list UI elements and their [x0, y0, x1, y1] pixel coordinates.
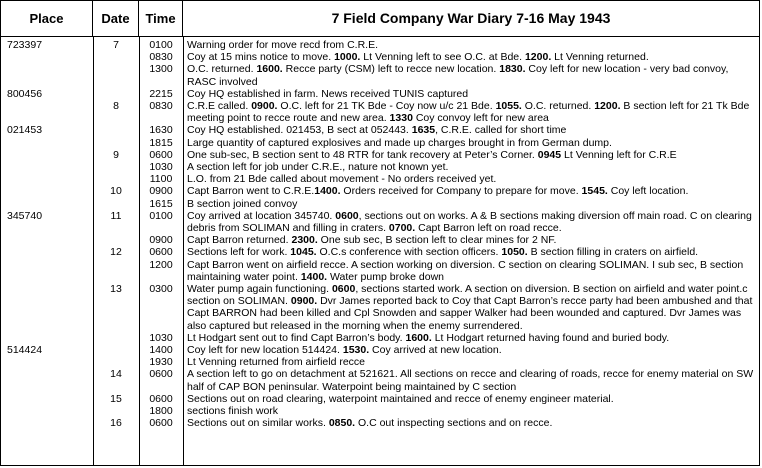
entry-cell: O.C. returned. 1600. Recce party (CSM) left to recce new location. 1830. Coy left for new location - very bad convoy, RASC involved	[187, 63, 729, 88]
table-row	[1, 332, 759, 344]
table-header	[1, 1, 759, 37]
time-cell: 2215	[149, 87, 173, 100]
date-cell: 10	[110, 185, 122, 198]
time-cell: 0600	[149, 148, 173, 161]
entry-cell: Coy arrived at location 345740. 0600, sections out on works. A & B sections making diversion off main road. C on clearing debris from SOLIMAN and filling in craters. 0700. Capt Barron left on road recce.	[187, 209, 752, 235]
table-row	[1, 405, 759, 417]
table-row	[1, 259, 759, 283]
time-cell: 1630	[149, 124, 173, 137]
time-cell: 1200	[149, 258, 173, 271]
table-row	[1, 100, 759, 124]
date-column-header: Date	[93, 1, 139, 36]
table-row	[1, 39, 759, 51]
table-row	[1, 161, 759, 173]
table-row	[1, 88, 759, 100]
time-cell: 0600	[149, 417, 173, 430]
date-cell: 13	[110, 283, 122, 296]
entry-cell: Sections left for work. 1045. O.C.s conference with section officers. 1050. B section filling in craters on airfield.	[187, 246, 699, 259]
table-row	[1, 246, 759, 258]
entry-cell: A section left for job under C.R.E., nature not known yet.	[187, 161, 449, 174]
table-row	[1, 344, 759, 356]
table-row	[1, 51, 759, 63]
entry-cell: Coy HQ established in farm. News received TUNIS captured	[187, 87, 469, 100]
table-row	[1, 149, 759, 161]
time-column-header: Time	[139, 1, 183, 36]
entry-cell: A section left to go on detachment at 521621. All sections on recce and clearing of roads, recce for enemy material on SW half of CAP BON peninsular. Waterpoint being maintained by C section	[187, 368, 754, 393]
date-cell: 12	[110, 246, 122, 259]
entry-cell: B section joined convoy	[187, 197, 298, 210]
time-cell: 0830	[149, 51, 173, 64]
time-cell: 0100	[149, 209, 173, 222]
date-cell: 14	[110, 368, 122, 381]
table-row	[1, 185, 759, 197]
time-cell: 0100	[149, 39, 173, 51]
entry-cell: Coy at 15 mins notice to move. 1000. Lt Venning left to see O.C. at Bde. 1200. Lt Venning returned.	[187, 51, 649, 64]
entry-cell: Coy HQ established. 021453, B sect at 052443. 1635, C.R.E. called for short time	[187, 124, 567, 137]
time-cell: 1030	[149, 331, 173, 344]
table-row	[1, 63, 759, 87]
time-cell: 1800	[149, 405, 173, 418]
time-cell: 1930	[149, 356, 173, 369]
date-cell: 15	[110, 392, 122, 405]
date-cell: 16	[110, 417, 122, 430]
date-cell: 9	[113, 148, 119, 161]
table-row	[1, 198, 759, 210]
table-row	[1, 234, 759, 246]
table-row	[1, 368, 759, 392]
place-cell: 345740	[7, 209, 43, 222]
time-cell: 0830	[149, 100, 173, 113]
entry-cell: One sub-sec, B section sent to 48 RTR for tank recovery at Peter’s Corner. 0945 Lt Venning left for C.R.E	[187, 148, 677, 161]
entry-cell: L.O. from 21 Bde called about movement - No orders received yet.	[187, 173, 497, 186]
diary-title: 7 Field Company War Diary 7-16 May 1943	[331, 10, 611, 26]
diary-entries	[1, 39, 759, 430]
table-row	[1, 417, 759, 429]
place-cell: 723397	[7, 39, 43, 51]
entry-cell: Sections out on similar works. 0850. O.C out inspecting sections and on recce.	[187, 417, 553, 430]
time-cell: 1815	[149, 136, 173, 149]
entry-cell: Coy left for new location 514424. 1530. Coy arrived at new location.	[187, 344, 502, 357]
table-row	[1, 356, 759, 368]
time-cell: 0600	[149, 392, 173, 405]
place-column-header: Place	[1, 1, 93, 36]
place-cell: 514424	[7, 344, 43, 357]
place-cell: 800456	[7, 87, 43, 100]
time-cell: 0600	[149, 246, 173, 259]
entry-cell: Water pump again functioning. 0600, sections started work. A section on diversion. B section on airfield and water point.c section on SOLIMAN. 0900. Dvr James reported back to Coy that Capt Barron’s recce party had been ambushed and that Capt BARRON had been killed and Cpl Snowden and sapper Walker had been wounded and captured. Dvr James was also captured but released in the morning when the enemy surrendered.	[187, 283, 753, 332]
table-row	[1, 393, 759, 405]
time-cell: 0300	[149, 283, 173, 296]
time-cell: 1300	[149, 63, 173, 76]
entry-cell: Lt Venning returned from airfield recce	[187, 356, 366, 369]
entry-cell: sections finish work	[187, 405, 279, 418]
entry-cell: Sections out on road clearing, waterpoint maintained and recce of enemy engineer material.	[187, 392, 614, 405]
time-cell: 1100	[149, 173, 173, 186]
date-cell: 7	[113, 39, 119, 51]
place-cell: 021453	[7, 124, 43, 137]
table-row	[1, 173, 759, 185]
time-cell: 1615	[149, 197, 173, 210]
time-cell: 0900	[149, 185, 173, 198]
table-row	[1, 124, 759, 136]
time-cell: 0600	[149, 368, 173, 381]
date-cell: 8	[113, 100, 119, 113]
entry-cell: Large quantity of captured explosives and made up charges brought in from German dump.	[187, 136, 612, 149]
entry-cell: Lt Hodgart sent out to find Capt Barron’s body. 1600. Lt Hodgart returned having found and buried body.	[187, 331, 670, 344]
date-cell: 11	[110, 209, 122, 222]
entry-cell: Capt Barron returned. 2300. One sub sec, B section left to clear mines for 2 NF.	[187, 234, 557, 247]
table-row	[1, 137, 759, 149]
table-row	[1, 283, 759, 332]
entry-cell: C.R.E called. 0900. O.C. left for 21 TK Bde - Coy now u/c 21 Bde. 1055. O.C. returned. 1200. B section left for 21 Tk Bde meeting point to recce route and new area. 1330 Coy convoy left for new area	[187, 100, 750, 125]
entry-cell: Capt Barron went on airfield recce. A section working on diversion. C section on clearing SOLIMAN. I sub sec, B section maintaining water point. 1400. Water pump broke down	[187, 258, 744, 283]
time-cell: 1030	[149, 161, 173, 174]
entry-cell: Warning order for move recd from C.R.E.	[187, 39, 378, 51]
time-cell: 1400	[149, 344, 173, 357]
table-row	[1, 210, 759, 234]
entry-cell: Capt Barron went to C.R.E.1400. Orders received for Company to prepare for move. 1545. Coy left location.	[187, 185, 689, 198]
time-cell: 0900	[149, 234, 173, 247]
